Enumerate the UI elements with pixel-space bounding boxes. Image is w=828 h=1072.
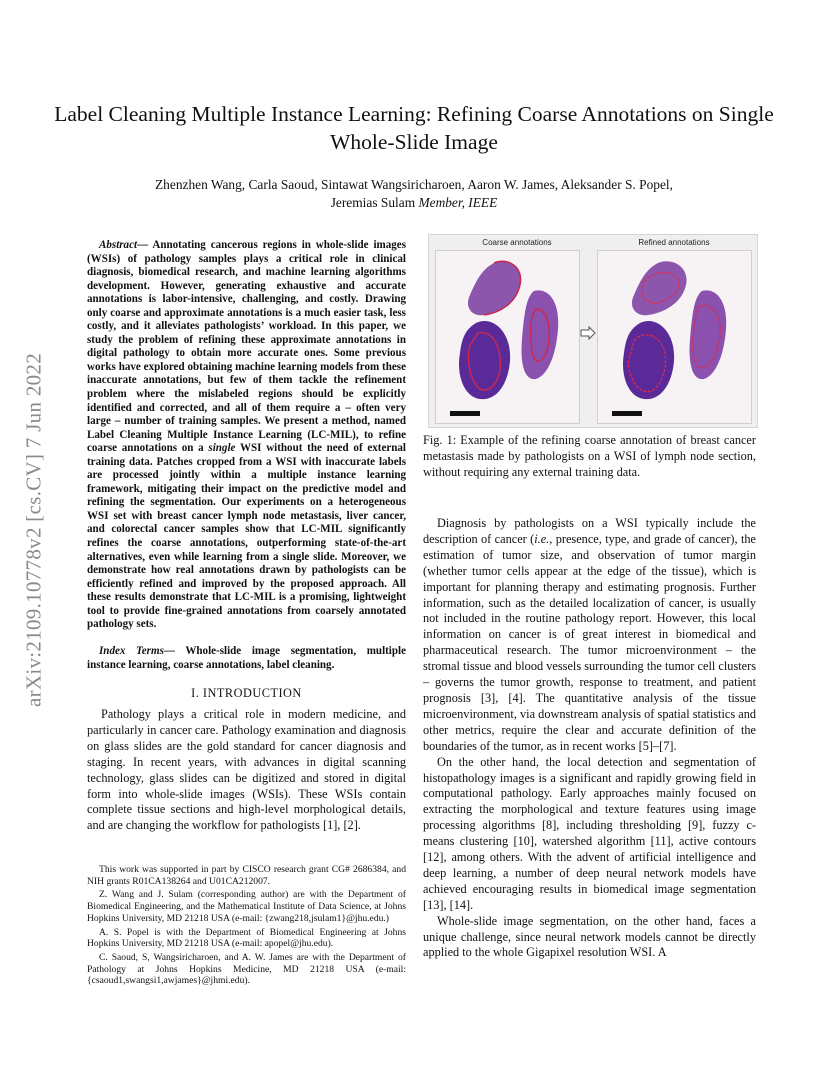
authors-line-2: Jeremias Sulam Member, IEEE xyxy=(330,195,498,210)
body-paragraph-segmentation: On the other hand, the local detection and segmentation of histopathology images is a significant and rapidly growing field in computational pathology. Early approaches mainly focused on extracting the morphological and texture features using image processing algorithms [8], including thresholding [9], fuzzy c-means clustering [10], watershed algorithm [11], active contours [12], among others. With the advent of artificial intelligence and deep learning, a number of deep neural network models have achieved encouraging results in biomedical image segmentation [13], [14]. xyxy=(423,754,756,912)
intro-paragraph: Pathology plays a critical role in modern medicine, and particularly in cancer care. Pathology examination and diagnosis on glass slides are the gold standard for cancer diagnosis and staging. In recent years, with advances in digital scanning technology, glass slides can be digitized and stored in digital form into whole-slide images (WSIs). These WSIs contain complete tissue sections and high-level morphological details, and are changing the workflow for pathologists [1], [2]. xyxy=(87,707,406,833)
refined-annotations-title: Refined annotations xyxy=(638,238,710,247)
author-list xyxy=(60,176,768,212)
coarse-annotations-title: Coarse annotations xyxy=(482,238,552,247)
index-terms: Index Terms— Whole-slide image segmentation, multiple instance learning, coarse annotations, label cleaning. xyxy=(87,645,406,671)
footnote-funding: This work was supported in part by CISCO research grant CG# 2686384, and NIH grants R01CA138264 and U01CA212007. xyxy=(87,864,406,887)
refined-annotation-panel xyxy=(597,250,752,424)
arrow-right-icon xyxy=(580,326,596,340)
body-paragraph-wsi-challenge: Whole-slide image segmentation, on the other hand, faces a unique challenge, since neural network models cannot be directly applied to the whole Gigapixel resolution WSI. A xyxy=(423,913,756,960)
body-paragraph-diagnosis: Diagnosis by pathologists on a WSI typically include the description of cancer (i.e., presence, type, and grade of cancer), the estimation of tumor size, and observation of tumor margin (whether tumor cells appear at the edge of the tissue), which is important for planning therapy and estimating prognosis. Further information, such as the detailed localization of cancer, is usually not included in the routine pathology report. However, this local information on cancer is of great interest in biomedical and pharmaceutical research. The tumor microenvironment – the stromal tissue and blood vessels surrounding the tumor cell clusters – governs the tumor growth, response to treatment, and patient prognosis [3], [4]. The quantitative analysis of the tissue microenvironment, via downstream analysis of spatial statistics and other metrics, require the clear and accurate definition of the boundaries of the tumor, as in recent works [5]–[7]. xyxy=(423,516,756,753)
footnote-popel: A. S. Popel is with the Department of Biomedical Engineering at Johns Hopkins University, MD 21218 USA (e-mail: apopel@jhu.edu). xyxy=(87,926,406,950)
paper-title: Label Cleaning Multiple Instance Learning: Refining Coarse Annotations on Single Whole-Slide Image xyxy=(54,102,774,154)
abstract: Abstract— Annotating cancerous regions in whole-slide images (WSIs) of pathology samples plays a critical role in clinical diagnosis, biomedical research, and machine learning algorithms development. However, generating exhaustive and accurate annotations is labor-intensive, challenging, and costly. Drawing only coarse and approximate annotations is a much easier task, less costly, and it alleviates pathologists’ workload. In this paper, we study the problem of refining these approximate annotations in digital pathology to obtain more accurate ones. Some previous works have explored obtaining machine learning models from these inaccurate annotations, but few of them tackle the refinement problem where the mislabeled regions should be explicitly identified and corrected, and all of them require a – often very large – number of training samples. We present a method, named Label Cleaning Multiple Instance Learning (LC-MIL), to refine coarse annotations on a single WSI without the need of external training data. Patches cropped from a WSI with inaccurate labels are processed jointly within a multiple instance learning framework, mitigating their impact on the predictive model and refining the segmentation. Our experiments on a heterogeneous WSI set with breast cancer lymph node metastasis, liver cancer, and colorectal cancer samples show that LC-MIL significantly refines the coarse annotations, outperforming state-of-the-art alternatives, even while learning from a single slide. Moreover, we demonstrate how real annotations drawn by pathologists can be efficiently refined and improved by the proposed approach. All these results demonstrate that LC-MIL is a promising, lightweight tool to provide fine-grained annotations from coarsely annotated pathology sets. xyxy=(87,239,406,631)
coarse-tissue-image xyxy=(436,251,579,423)
index-terms-label: Index Terms xyxy=(99,645,164,657)
member-title: Member, IEEE xyxy=(418,195,498,210)
refined-tissue-image xyxy=(598,251,751,423)
arxiv-identifier: arXiv:2109.10778v2 [cs.CV] 7 Jun 2022 xyxy=(21,352,46,708)
right-column-body xyxy=(423,516,756,961)
authors-line-1: Zhenzhen Wang, Carla Saoud, Sintawat Wangsiricharoen, Aaron W. James, Aleksander S. Popel, xyxy=(155,177,673,192)
footnotes xyxy=(87,864,406,989)
footnote-saoud: C. Saoud, S, Wangsiricharoen, and A. W. James are with the Department of Pathology at Johns Hopkins Medicine, MD 21218 USA (e-mail: {csaoud1,swangsi1,awjames}@jhmi.edu). xyxy=(87,951,406,987)
abstract-label: Abstract xyxy=(99,239,138,251)
footnote-wang-sulam: Z. Wang and J. Sulam (corresponding author) are with the Department of Biomedical Engineering, and the Mathematical Institute of Data Science, at Johns Hopkins University, MD 21218 USA (e-mail: {zwang218,jsulam1}@jhu.edu.) xyxy=(87,889,406,924)
figure-1 xyxy=(428,234,758,428)
section-heading: I. INTRODUCTION xyxy=(191,686,302,700)
coarse-annotation-panel xyxy=(435,250,580,424)
abstract-emphasis: single xyxy=(208,442,236,455)
figure-1-caption: Fig. 1: Example of the refining coarse annotation of breast cancer metastasis made by pathologists on a WSI of lymph node section, without requiring any external training data. xyxy=(423,433,756,479)
